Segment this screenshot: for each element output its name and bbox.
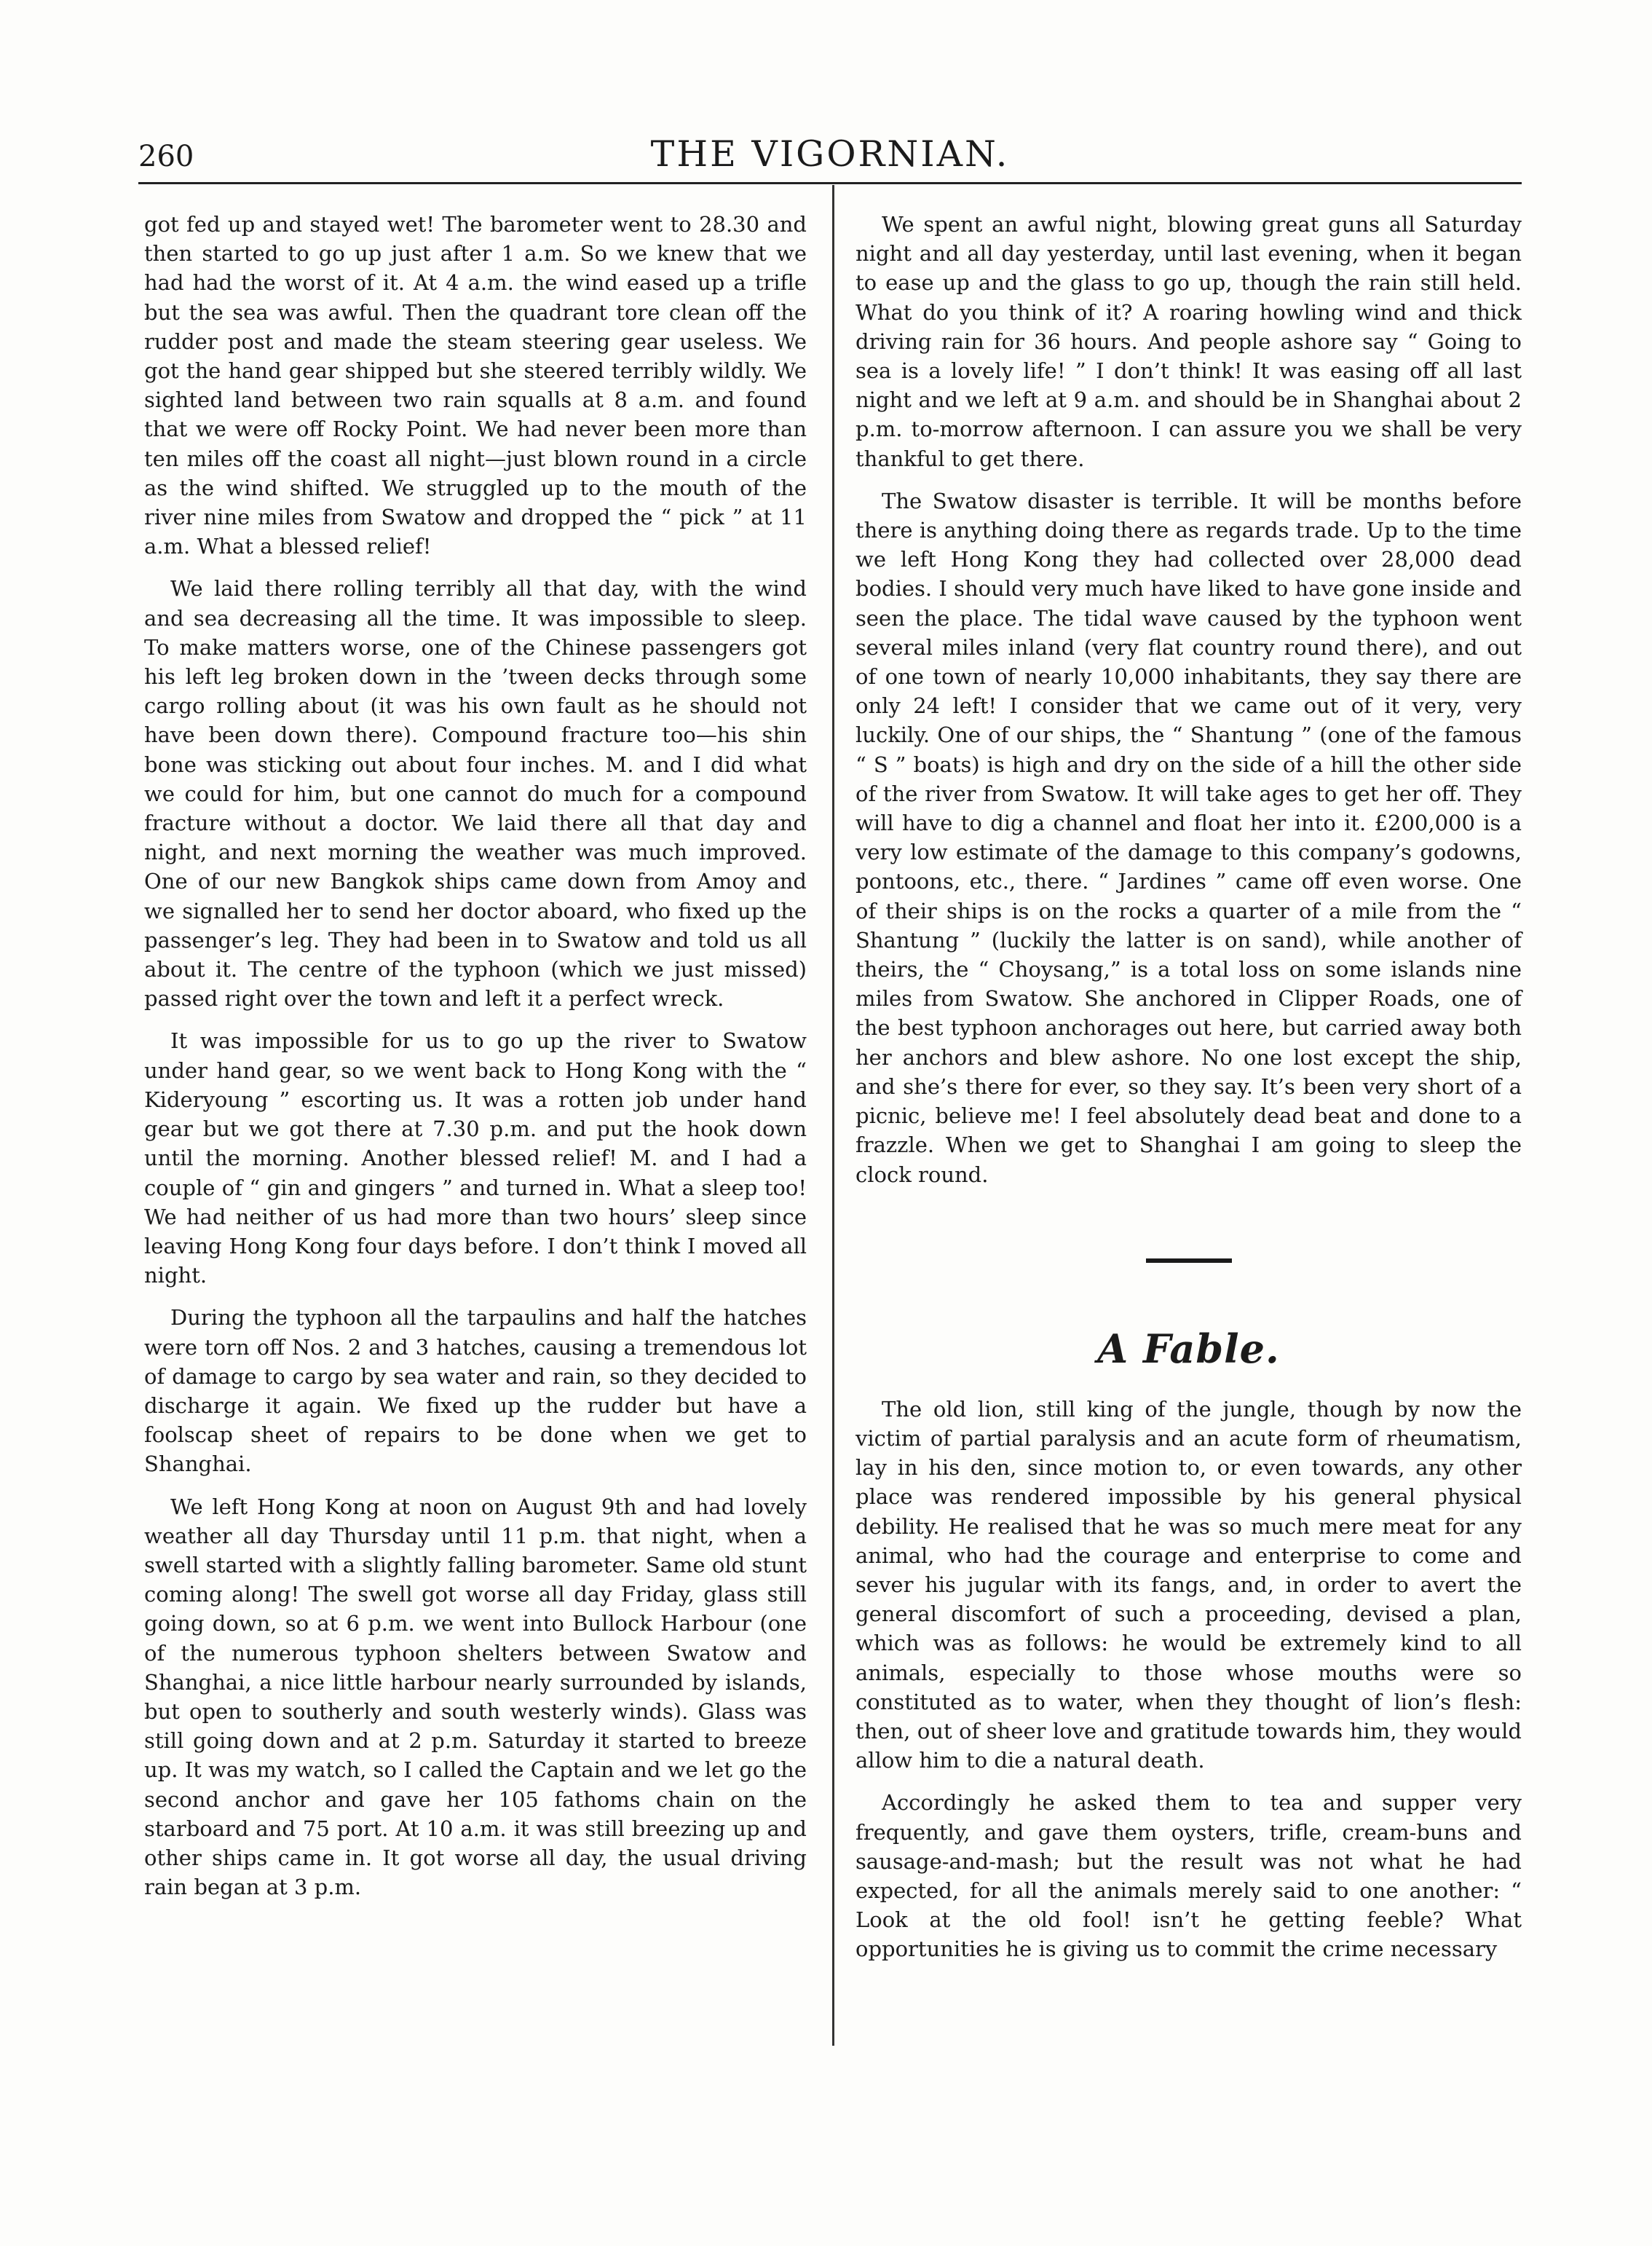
column-divider	[832, 185, 834, 2046]
running-title: THE VIGORNIAN.	[650, 133, 1010, 175]
section-separator	[1146, 1258, 1232, 1263]
page-header	[138, 131, 1522, 182]
page-number: 260	[138, 140, 194, 173]
letter-paragraph: We laid there rolling terribly all that day, with the wind and sea decreasing all the time. It was impossible to sleep. To make matters worse, one of the Chinese passengers got his left leg broken down in the ’tween decks through some cargo rolling about (it was his own fault as he should not have been down there). Compound fracture too—his shin bone was sticking out about four inches. M. and I did what we could for him, but one cannot do much for a compound fracture without a doctor. We laid there all that day and night, and next morning the weather was much improved. One of our new Bangkok ships came down from Amoy and we signalled her to send her doctor aboard, who fixed up the passenger’s leg. They had been in to Swatow and told us all about it. The centre of the typhoon (which we just missed) passed right over the town and left it a perfect wreck.	[144, 576, 807, 1012]
fable-paragraph: The old lion, still king of the jungle, though by now the victim of partial paralysis and an acute form of rheumatism, lay in his den, since motion to, or even towards, any other place was rendered impossible by his general physical debility. He realised that he was so much mere meat for any animal, who had the courage and enterprise to come and sever his jugular with its fangs, and, in order to avert the general discomfort of such a proceeding, devised a plan, which was as follows: he would be extremely kind to all animals, especially to those whose mouths were so constituted as to water, when they thought of lion’s flesh: then, out of sheer love and gratitude towards him, they would allow him to die a natural death.	[855, 1396, 1522, 1773]
letter-paragraph: The Swatow disaster is terrible. It will be months before there is anything doing there as regards trade. Up to the time we left Hong Kong they had collected over 28,000 dead bodies. I should very much have liked to have gone inside and seen the place. The tidal wave caused by the typhoon went several miles inland (very flat country round there), and out of one town of nearly 10,000 inhabitants, they say there are only 24 left! I consider that we came out of it very, very luckily. One of our ships, the “ Shantung ” (one of the famous “ S ” boats) is high and dry on the side of a hill the other side of the river from Swatow. It will take ages to get her off. They will have to dig a channel and float her into it. £200,000 is a very low estimate of the damage to this company’s godowns, pontoons, etc., there. “ Jardines ” came off even worse. One of their ships is on the rocks a quarter of a mile from the “ Shantung ” (luckily the latter is on sand), while another of theirs, the “ Choysang,” is a total loss on some islands nine miles from Swatow. She anchored in Clipper Roads, one of the best typhoon anchorages out here, but carried away both her anchors and blew ashore. No one lost except the ship, and she’s there for ever, so they say. It’s been very short of a picnic, believe me! I feel absolutely dead beat and done to a frazzle. When we get to Shanghai I am going to sleep the clock round.	[855, 488, 1522, 1187]
header-rule	[138, 182, 1522, 184]
fable-title: A Fable.	[1097, 1325, 1280, 1372]
letter-paragraph: We spent an awful night, blowing great guns all Saturday night and all day yesterday, until last evening, when it began to ease up and the glass to go up, though the rain still held. What do you think of it? A roaring howling wind and thick driving rain for 36 hours. And people ashore say “ Going to sea is a lovely life! ” I don’t think! It was easing off all last night and we left at 9 a.m. and should be in Shanghai about 2 p.m. to-morrow afternoon. I can assure you we shall be very thankful to get there.	[855, 212, 1522, 471]
letter-paragraph: got fed up and stayed wet! The barometer went to 28.30 and then started to go up just after 1 a.m. So we knew that we had had the worst of it. At 4 a.m. the wind eased up a trifle but the sea was awful. Then the quadrant tore clean off the rudder post and made the steam steering gear useless. We got the hand gear shipped but she steered terribly wildly. We sighted land between two rain squalls at 8 a.m. and found that we were off Rocky Point. We had never been more than ten miles off the coast all night—just blown round in a circle as the wind shifted. We struggled up to the mouth of the river nine miles from Swatow and dropped the “ pick ” at 11 a.m. What a blessed relief!	[144, 212, 807, 559]
right-column	[855, 210, 1522, 1977]
left-column	[144, 210, 807, 1915]
letter-paragraph: During the typhoon all the tarpaulins and half the hatches were torn off Nos. 2 and 3 hatches, causing a tremendous lot of damage to cargo by sea water and rain, so they decided to discharge it again. We fixed up the rudder but have a foolscap sheet of repairs to be done when we get to Shanghai.	[144, 1305, 807, 1477]
fable-paragraph: Accordingly he asked them to tea and supper very frequently, and gave them oysters, trifle, cream-buns and sausage-and-mash; but the result was not what he had expected, for all the animals merely said to one another: “ Look at the old fool! isn’t he getting feeble? What opportunities he is giving us to commit the crime necessary	[855, 1790, 1522, 1962]
letter-paragraph: It was impossible for us to go up the river to Swatow under hand gear, so we went back to Hong Kong with the “ Kideryoung ” escorting us. It was a rotten job under hand gear but we got there at 7.30 p.m. and put the hook down until the morning. Another blessed relief! M. and I had a couple of “ gin and gingers ” and turned in. What a sleep too! We had neither of us had more than two hours’ sleep since leaving Hong Kong four days before. I don’t think I moved all night.	[144, 1028, 807, 1288]
letter-paragraph: We left Hong Kong at noon on August 9th and had lovely weather all day Thursday until 11 p.m. that night, when a swell started with a slightly falling barometer. Same old stunt coming along! The swell got worse all day Friday, glass still going down, so at 6 p.m. we went into Bullock Harbour (one of the numerous typhoon shelters between Swatow and Shanghai, a nice little harbour nearly surrounded by islands, but open to southerly and south westerly winds). Glass was still going down and at 2 p.m. Saturday it started to breeze up. It was my watch, so I called the Captain and we let go the second anchor and gave her 105 fathoms chain on the starboard and 75 port. At 10 a.m. it was still breezing up and other ships came in. It got worse all day, the usual driving rain began at 3 p.m.	[144, 1494, 807, 1900]
